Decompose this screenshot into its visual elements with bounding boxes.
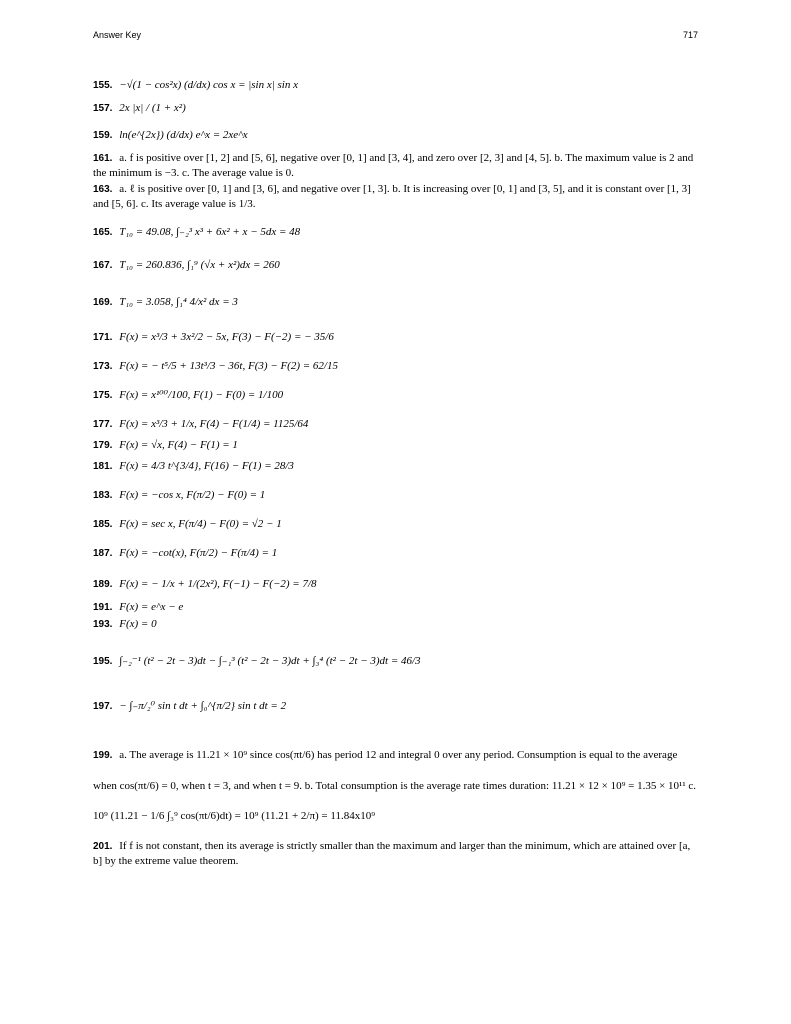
answer-text: T₁₀ = 49.08, ∫₋₂³ x³ + 6x² + x − 5dx = 48 (119, 226, 301, 238)
answer-text: F(x) = −cos x, F(π/2) − F(0) = 1 (119, 489, 266, 501)
answer-number: 155. (93, 80, 113, 91)
answer-number: 185. (93, 519, 113, 530)
answer-number: 183. (93, 490, 113, 501)
answer-text: F(x) = x¹⁰⁰/100, F(1) − F(0) = 1/100 (119, 389, 284, 401)
answer-text: F(x) = √x, F(4) − F(1) = 1 (119, 439, 238, 451)
answer-173 (93, 359, 700, 374)
running-head: Answer Key (93, 30, 142, 40)
answer-text: F(x) = sec x, F(π/4) − F(0) = √2 − 1 (119, 518, 282, 530)
answer-text: F(x) = e^x − e (119, 601, 184, 613)
answer-number: 181. (93, 461, 113, 472)
answer-number: 161. (93, 153, 113, 164)
answer-number: 165. (93, 227, 113, 238)
answer-number: 191. (93, 602, 113, 613)
answer-159 (93, 128, 700, 143)
answer-157 (93, 101, 700, 116)
answer-number: 171. (93, 332, 113, 343)
answer-195 (93, 654, 700, 669)
answer-number: 187. (93, 548, 113, 559)
answer-number: 195. (93, 656, 113, 667)
answer-193 (93, 617, 700, 632)
answer-191 (93, 600, 700, 615)
answer-text: −√(1 − cos²x) (d/dx) cos x = |sin x| sin x (119, 79, 298, 91)
answer-text: a. ℓ is positive over [0, 1] and [3, 6], and negative over [1, 3]. b. It is increasing over [0, 1] and [3, 5], and it is constant over [1, 3] and [5, 6]. c. Its average value is 1/3. (93, 183, 691, 210)
answer-183 (93, 488, 700, 503)
answer-167 (93, 258, 700, 273)
answer-number: 201. (93, 841, 113, 852)
answer-number: 163. (93, 184, 113, 195)
answer-181 (93, 459, 700, 474)
answer-197 (93, 699, 700, 714)
answer-187 (93, 546, 700, 561)
answer-text: F(x) = − t⁵/5 + 13t³/3 − 36t, F(3) − F(2) = 62/15 (119, 360, 338, 372)
answer-number: 179. (93, 440, 113, 451)
answer-number: 157. (93, 103, 113, 114)
answer-text: a. The average is 11.21 × 10⁹ since cos(πt/6) has period 12 and integral 0 over any period. Consumption is equal to the average when cos(πt/6) = 0, when t = 3, and when t = 9. b. Total consumption is the average rate times duration: 11.21 × 12 × 10⁹ = 1.35 × 10¹¹ c. 10⁹ (11.21 − 1/6 ∫₃⁹ cos(πt/6)dt) = 10⁹ (11.21 + 2/π) = 11.84x10⁹ (93, 749, 697, 822)
answer-text: F(x) = 4/3 t^{3/4}, F(16) − F(1) = 28/3 (119, 460, 294, 472)
page-header (93, 30, 698, 40)
answer-number: 197. (93, 701, 113, 712)
answer-text: F(x) = 0 (119, 618, 157, 630)
answer-number: 169. (93, 297, 113, 308)
answer-199 (93, 740, 700, 831)
answer-list (93, 78, 700, 870)
answer-185 (93, 517, 700, 532)
answer-number: 189. (93, 579, 113, 590)
answer-171 (93, 330, 700, 345)
answer-text: F(x) = −cot(x), F(π/2) − F(π/4) = 1 (119, 547, 278, 559)
answer-text: T₁₀ = 260.836, ∫₁⁹ (√x + x²)dx = 260 (119, 259, 280, 271)
answer-169 (93, 295, 700, 310)
answer-text: ∫₋₂⁻¹ (t² − 2t − 3)dt − ∫₋₁³ (t² − 2t − 3)dt + ∫₃⁴ (t² − 2t − 3)dt = 46/3 (119, 655, 421, 667)
page-number: 717 (682, 30, 698, 40)
answer-text: If f is not constant, then its average is strictly smaller than the maximum and larger than the minimum, which are attained over [a, b] by the extreme value theorem. (93, 840, 691, 867)
answer-text: T₁₀ = 3.058, ∫₁⁴ 4/x² dx = 3 (119, 296, 238, 308)
answer-179 (93, 438, 700, 453)
answer-165 (93, 225, 700, 240)
answer-number: 177. (93, 419, 113, 430)
answer-number: 193. (93, 619, 113, 630)
answer-189 (93, 577, 700, 592)
answer-text: a. f is positive over [1, 2] and [5, 6], negative over [0, 1] and [3, 4], and zero over [2, 3] and [4, 5]. b. The maximum value is 2 and the minimum is −3. c. The average value is 0. (93, 152, 694, 179)
answer-text: − ∫₋π/₂⁰ sin t dt + ∫₀^{π/2} sin t dt = 2 (119, 700, 287, 712)
answer-201 (93, 839, 700, 868)
answer-163 (93, 182, 700, 211)
answer-text: F(x) = x³/3 + 3x²/2 − 5x, F(3) − F(−2) = − 35/6 (119, 331, 334, 343)
answer-number: 199. (93, 750, 113, 761)
answer-number: 167. (93, 260, 113, 271)
answer-text: F(x) = − 1/x + 1/(2x²), F(−1) − F(−2) = 7/8 (119, 578, 317, 590)
answer-number: 173. (93, 361, 113, 372)
answer-177 (93, 417, 700, 432)
answer-text: F(x) = x³/3 + 1/x, F(4) − F(1/4) = 1125/64 (119, 418, 309, 430)
answer-number: 175. (93, 390, 113, 401)
answer-155 (93, 78, 700, 93)
answer-175 (93, 388, 700, 403)
answer-number: 159. (93, 130, 113, 141)
answer-161 (93, 151, 700, 180)
answer-text: ln(e^{2x}) (d/dx) e^x = 2xe^x (119, 129, 248, 141)
answer-text: 2x |x| / (1 + x²) (119, 102, 186, 114)
